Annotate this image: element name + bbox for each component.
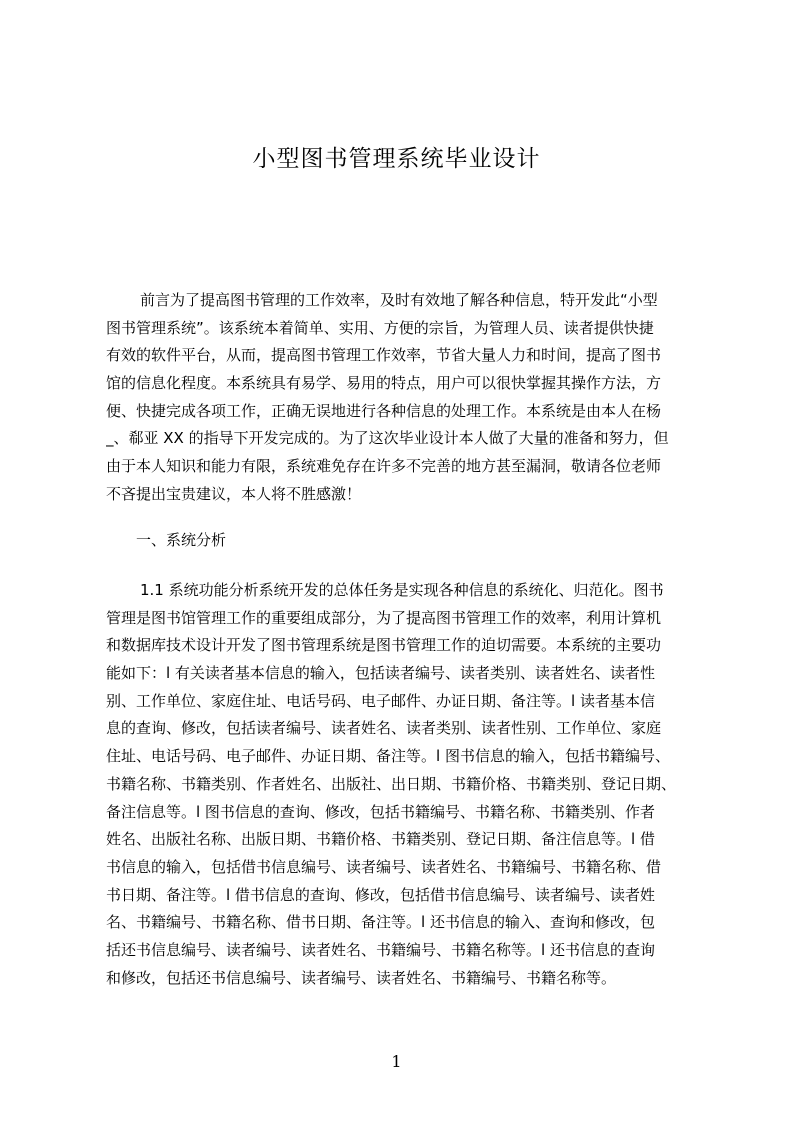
text-line: 馆的信息化程度。本系统具有易学、易用的特点，用户可以很快掌握其操作方法，方 (106, 374, 662, 393)
text-line: 能如下：l 有关读者基本信息的输入，包括读者编号、读者类别、读者姓名、读者性 (106, 664, 655, 683)
text-line: 备注信息等。l 图书信息的查询、修改，包括书籍编号、书籍名称、书籍类别、作者 (106, 802, 655, 821)
document-title: 小型图书管理系统毕业设计 (252, 146, 541, 172)
page-number: 1 (391, 1052, 402, 1071)
text-line: 住址、电话号码、电子邮件、办证日期、备注等。l 图书信息的输入，包括书籍编号、 (106, 747, 670, 766)
text-line: 管理是图书馆管理工作的重要组成部分，为了提高图书管理工作的效率，利用计算机 (106, 608, 662, 627)
intro-paragraph (106, 287, 698, 509)
text-line: 和数据库技术设计开发了图书管理系统是图书管理工作的迫切需要。本系统的主要功 (106, 636, 662, 655)
text-line: 括还书信息编号、读者编号、读者姓名、书籍编号、书籍名称等。l 还书信息的查询 (106, 940, 655, 959)
text-line: 由于本人知识和能力有限，系统难免存在许多不完善的地方甚至漏洞，敬请各位老师 (106, 457, 662, 476)
text-line: 姓名、出版社名称、出版日期、书籍价格、书籍类别、登记日期、备注信息等。l 借 (106, 830, 655, 849)
text-line: 息的查询、修改，包括读者编号、读者姓名、读者类别、读者性别、工作单位、家庭 (106, 719, 662, 738)
text-line: 和修改，包括还书信息编号、读者编号、读者姓名、书籍编号、书籍名称等。 (106, 968, 617, 987)
text-line: 有效的软件平台，从而，提高图书管理工作效率，节省大量人力和时间，提高了图书 (106, 346, 662, 365)
text-line: 名、书籍编号、书籍名称、借书日期、备注等。l 还书信息的输入、查询和修改，包 (106, 913, 655, 932)
text-line: 别、工作单位、家庭住址、电话号码、电子邮件、办证日期、备注等。l 读者基本信 (106, 691, 655, 710)
text-line: 书日期、备注等。l 借书信息的查询、修改，包括借书信息编号、读者编号、读者姓 (106, 885, 655, 904)
text-line: 图书管理系统”。该系统本着简单、实用、方便的宗旨，为管理人员、读者提供快捷 (106, 318, 654, 337)
text-line: 1.1 系统功能分析系统开发的总体任务是实现各种信息的系统化、归范化。图书 (140, 581, 664, 599)
text-line: 前言为了提高图书管理的工作效率，及时有效地了解各种信息，特开发此“小型 (140, 291, 658, 309)
text-line: 便、快捷完成各项工作，正确无误地进行各种信息的处理工作。本系统是由本人在杨 (106, 401, 662, 420)
section-heading: 一、系统分析 (136, 531, 227, 549)
text-line: 不吝提出宝贵建议，本人将不胜感激！ (106, 484, 362, 503)
section-paragraph (106, 577, 698, 992)
text-line: 书籍名称、书籍类别、作者姓名、出版社、出日期、书籍价格、书籍类别、登记日期、 (106, 774, 677, 793)
text-line: 书信息的输入，包括借书信息编号、读者编号、读者姓名、书籍编号、书籍名称、借 (106, 857, 662, 876)
text-line: _、郗亚 XX 的指导下开发完成的。为了这次毕业设计本人做了大量的准备和努力，但 (106, 429, 669, 448)
